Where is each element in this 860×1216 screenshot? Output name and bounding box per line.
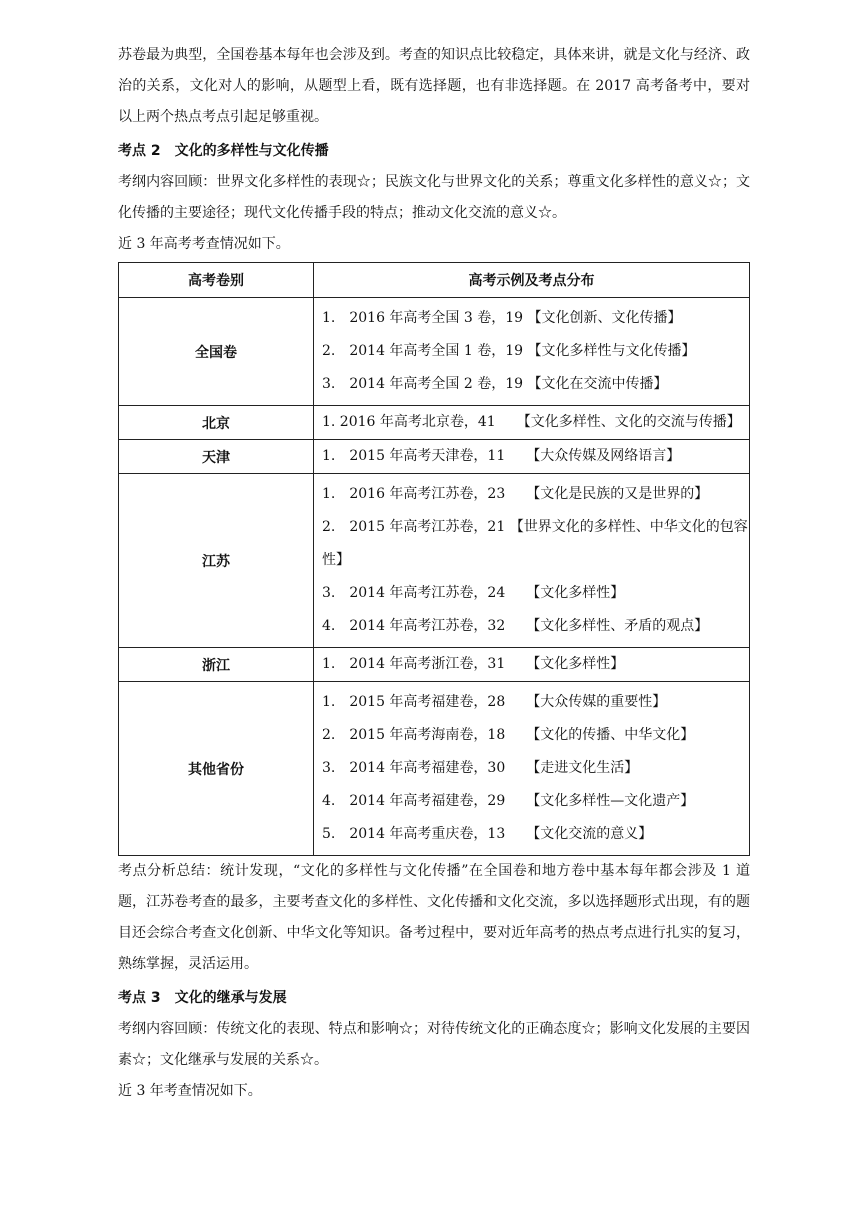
exam-item: 2. 2015 年高考海南卷，18 【文化的传播、中华文化】	[322, 727, 695, 743]
exam-item: 1. 2014 年高考浙江卷，31 【文化多样性】	[322, 656, 625, 672]
point2-analysis: 考点分析总结：统计发现，“文化的多样性与文化传播”在全国卷和地方卷中基本每年都会涉及 1 道题，江苏卷考查的最多，主要考查文化的多样性、文化传播和文化交流，多以选择题形式出现，有的题目还会综合考查文化创新、中华文化等知识。备考过程中，要对近年高考的热点考点进行扎实的复习，熟练掌握，灵活运用。	[118, 863, 750, 972]
items-cell	[314, 474, 750, 648]
exam-item: 4. 2014 年高考江苏卷，32 【文化多样性、矛盾的观点】	[322, 618, 709, 634]
province-cell: 浙江	[119, 648, 314, 682]
exam-item: 1. 2016 年高考江苏卷，23 【文化是民族的又是世界的】	[322, 486, 709, 502]
exam-item: 4. 2014 年高考福建卷，29 【文化多样性—文化遗产】	[322, 793, 695, 809]
exam-item: 5. 2014 年高考重庆卷，13 【文化交流的意义】	[322, 826, 653, 842]
point2-outline: 考纲内容回顾：世界文化多样性的表现☆；民族文化与世界文化的关系；尊重文化多样性的意义☆；文化传播的主要途径；现代文化传播手段的特点；推动文化交流的意义☆。	[118, 174, 750, 221]
exam-item: 1. 2015 年高考福建卷，28 【大众传媒的重要性】	[322, 694, 667, 710]
table-row	[119, 648, 750, 682]
exam-item: 3. 2014 年高考福建卷，30 【走进文化生活】	[322, 760, 639, 776]
exam-item: 1. 2016 年高考北京卷，41 【文化多样性、文化的交流与传播】	[322, 414, 741, 430]
point2-heading: 考点 2 文化的多样性与文化传播	[118, 143, 329, 159]
table-row	[119, 298, 750, 406]
items-cell	[314, 682, 750, 856]
province-cell: 天津	[119, 440, 314, 474]
point3-survey-note: 近 3 年考查情况如下。	[118, 1083, 262, 1099]
point3-outline: 考纲内容回顾：传统文化的表现、特点和影响☆；对待传统文化的正确态度☆；影响文化发展的主要因素☆；文化继承与发展的关系☆。	[118, 1021, 750, 1068]
exam-item: 3. 2014 年高考全国 2 卷，19 【文化在交流中传播】	[322, 376, 668, 392]
exam-item: 2. 2014 年高考全国 1 卷，19 【文化多样性与文化传播】	[322, 343, 696, 359]
header-examples: 高考示例及考点分布	[314, 263, 750, 298]
table-row	[119, 474, 750, 648]
province-cell: 北京	[119, 406, 314, 440]
items-cell	[314, 440, 750, 474]
items-cell	[314, 648, 750, 682]
table-row	[119, 406, 750, 440]
table-header-row	[119, 263, 750, 298]
table-row	[119, 440, 750, 474]
header-exam-paper: 高考卷别	[119, 263, 314, 298]
point3-heading: 考点 3 文化的继承与发展	[118, 990, 287, 1006]
items-cell	[314, 298, 750, 406]
province-cell: 其他省份	[119, 682, 314, 856]
exam-item: 3. 2014 年高考江苏卷，24 【文化多样性】	[322, 585, 625, 601]
province-cell: 全国卷	[119, 298, 314, 406]
province-cell: 江苏	[119, 474, 314, 648]
table-row	[119, 682, 750, 856]
items-cell	[314, 406, 750, 440]
point2-survey-note: 近 3 年高考考查情况如下。	[118, 236, 290, 252]
exam-item: 2. 2015 年高考江苏卷，21 【世界文化的多样性、中华文化的包容性】	[322, 519, 748, 568]
exam-item: 1. 2016 年高考全国 3 卷，19 【文化创新、文化传播】	[322, 310, 682, 326]
document-page	[118, 40, 750, 1107]
exam-distribution-table	[118, 262, 750, 856]
intro-paragraph: 苏卷最为典型，全国卷基本每年也会涉及到。考查的知识点比较稳定，具体来讲，就是文化与经济、政治的关系，文化对人的影响，从题型上看，既有选择题，也有非选择题。在 2017 高考备考中，要对以上两个热点考点引起足够重视。	[118, 47, 750, 125]
exam-item: 1. 2015 年高考天津卷，11 【大众传媒及网络语言】	[322, 448, 681, 464]
